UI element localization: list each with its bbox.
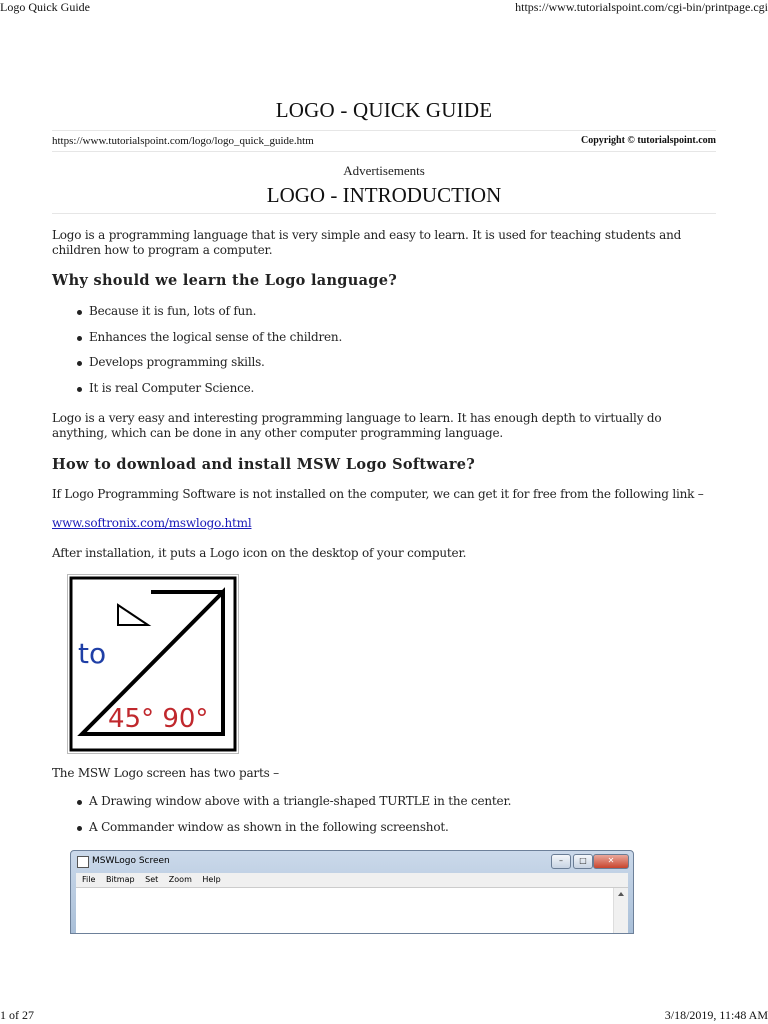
meta-line bbox=[52, 130, 716, 152]
menu-help: Help bbox=[202, 875, 221, 884]
install-paragraph: After installation, it puts a Logo icon on the desktop of your computer. bbox=[52, 546, 467, 560]
source-url: https://www.tutorialspoint.com/logo/logo_quick_guide.htm bbox=[52, 135, 314, 147]
print-page-title: Logo Quick Guide bbox=[0, 0, 90, 14]
menu-zoom: Zoom bbox=[168, 875, 192, 884]
copyright-notice: Copyright © tutorialspoint.com bbox=[581, 135, 716, 146]
msw-logo-screenshot bbox=[70, 850, 634, 934]
minimize-icon: – bbox=[551, 854, 571, 869]
scroll-up-icon bbox=[618, 892, 624, 896]
msw-window-title: MSWLogo Screen bbox=[92, 856, 170, 866]
page-count: 1 of 27 bbox=[0, 1008, 34, 1022]
page-title: LOGO - QUICK GUIDE bbox=[275, 98, 493, 122]
icon-text-angles: 45° 90° bbox=[108, 704, 209, 734]
icon-text-to: to bbox=[78, 637, 107, 670]
download-link[interactable]: www.softronix.com/mswlogo.html bbox=[52, 516, 252, 530]
easy-paragraph: Logo is a very easy and interesting programming language to learn. It has enough depth to virtually do anything, which can be done in any other computer programming language. bbox=[52, 411, 662, 440]
intro-paragraph: Logo is a programming language that is very simple and easy to learn. It is used for teaching students and children how to program a computer. bbox=[52, 228, 682, 257]
download-paragraph: If Logo Programming Software is not installed on the computer, we can get it for free from the following link – bbox=[52, 487, 704, 501]
screen-paragraph: The MSW Logo screen has two parts – bbox=[52, 766, 279, 780]
app-icon bbox=[77, 856, 89, 868]
list-item: Develops programming skills. bbox=[72, 355, 712, 381]
print-footer bbox=[0, 1008, 768, 1024]
msw-drawing-area bbox=[76, 887, 628, 933]
ads-label: Advertisements bbox=[343, 163, 425, 178]
print-header bbox=[0, 0, 768, 16]
list-item: Enhances the logical sense of the children. bbox=[72, 330, 712, 356]
maximize-icon: □ bbox=[573, 854, 593, 869]
print-datetime: 3/18/2019, 11:48 AM bbox=[664, 1008, 768, 1022]
menu-set: Set bbox=[145, 875, 159, 884]
menu-bitmap: Bitmap bbox=[105, 875, 135, 884]
list-item: It is real Computer Science. bbox=[72, 381, 712, 407]
mswlogo-icon-graphic bbox=[68, 575, 238, 753]
section-title: LOGO - INTRODUCTION bbox=[52, 183, 716, 214]
msw-titlebar bbox=[71, 851, 633, 873]
list-item: Because it is fun, lots of fun. bbox=[72, 304, 712, 330]
heading-download: How to download and install MSW Logo Software? bbox=[52, 456, 476, 473]
msw-scrollbar bbox=[613, 888, 628, 933]
mswlogo-desktop-icon bbox=[67, 574, 239, 754]
why-list bbox=[72, 304, 712, 406]
msw-menubar bbox=[76, 873, 628, 887]
heading-why: Why should we learn the Logo language? bbox=[52, 272, 398, 289]
menu-file: File bbox=[82, 875, 96, 884]
close-icon: ✕ bbox=[593, 854, 629, 869]
print-url: https://www.tutorialspoint.com/cgi-bin/printpage.cgi bbox=[515, 0, 768, 14]
list-item: A Commander window as shown in the following screenshot. bbox=[72, 820, 712, 846]
screen-list bbox=[72, 794, 712, 845]
list-item: A Drawing window above with a triangle-shaped TURTLE in the center. bbox=[72, 794, 712, 820]
